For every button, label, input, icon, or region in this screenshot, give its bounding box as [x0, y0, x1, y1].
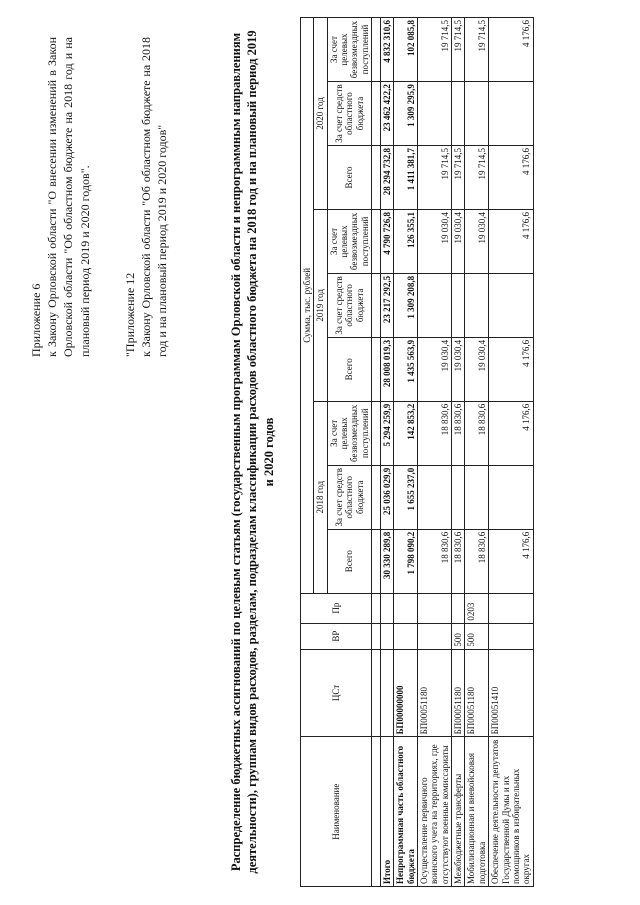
- row-value-cell: 19 714,5: [418, 146, 452, 210]
- header-2020-total: Всего: [327, 146, 371, 210]
- row-pr-cell: [418, 593, 452, 623]
- table-row: [489, 18, 533, 887]
- row-value-cell: 142 853,2: [394, 401, 418, 465]
- row-name-cell: Мобилизационная и вневойсковая подготовка: [465, 737, 489, 887]
- annex-12-block: [122, 37, 171, 357]
- header-2018-gratuitous: За счет целевых безвозмездных поступлений: [327, 401, 371, 465]
- annex-12-title: "Приложение 12: [123, 272, 137, 357]
- row-value-cell: [489, 273, 533, 337]
- header-year-2020: 2020 год: [314, 18, 327, 210]
- row-value-cell: 5 294 259,9: [381, 401, 394, 465]
- row-pr-cell: 0203: [465, 593, 489, 623]
- row-cst-cell: БП00051180: [418, 649, 452, 737]
- table-row: [452, 18, 465, 887]
- table-row: [381, 18, 394, 887]
- row-value-cell: 1 411 381,7: [394, 146, 418, 210]
- row-value-cell: 18 830,6: [418, 529, 452, 593]
- table-row: [418, 18, 452, 887]
- row-value-cell: 18 830,6: [452, 401, 465, 465]
- header-sum-caption: Сумма, тыс. рублей: [301, 18, 314, 594]
- document-title: Распределение бюджетных ассигнований по целевым статьям (государственным программам Орловской области и непрограммным направлениям деятельности), группам видов расходов, разделам, подразделам классификации расходов областного бюджета на 2018 год и на плановый период 2019 и 2020 годов: [229, 30, 276, 874]
- row-vr-cell: [381, 623, 394, 649]
- row-value-cell: 4 176,6: [489, 209, 533, 273]
- header-spacer-row: [372, 18, 381, 887]
- header-2019-gratuitous: За счет целевых безвозмездных поступлений: [327, 209, 371, 273]
- row-value-cell: 4 176,6: [489, 146, 533, 210]
- header-2018-regional: За счет средств областного бюджета: [327, 465, 371, 529]
- row-value-cell: [465, 273, 489, 337]
- row-value-cell: [452, 465, 465, 529]
- row-name-cell: Итого: [381, 737, 394, 887]
- row-value-cell: 126 355,1: [394, 209, 418, 273]
- row-name-cell: Межбюджетные трансферты: [452, 737, 465, 887]
- header-2019-regional: За счет средств областного бюджета: [327, 273, 371, 337]
- row-pr-cell: [394, 593, 418, 623]
- row-value-cell: 19 030,4: [452, 337, 465, 401]
- row-value-cell: [452, 82, 465, 146]
- row-value-cell: 1 798 090,2: [394, 529, 418, 593]
- row-value-cell: 30 330 289,8: [381, 529, 394, 593]
- row-pr-cell: [489, 593, 533, 623]
- row-value-cell: 1 309 295,9: [394, 82, 418, 146]
- row-value-cell: 18 830,6: [452, 529, 465, 593]
- row-value-cell: 19 714,5: [465, 18, 489, 82]
- row-cst-cell: [381, 649, 394, 737]
- row-value-cell: [418, 273, 452, 337]
- header-vr: ВР: [301, 623, 372, 649]
- annex-12-text: к Закону Орловской области "Об областном бюджете на 2018 год и на плановый период 2019 и 2020 годов": [139, 37, 170, 357]
- row-value-cell: 25 036 029,9: [381, 465, 394, 529]
- row-value-cell: 19 030,4: [465, 209, 489, 273]
- row-name-cell: Обеспечение деятельности депутатов Государственной Думы и их помощников в избирательных округах: [489, 737, 533, 887]
- row-name-cell: Непрограммная часть областного бюджета: [394, 737, 418, 887]
- table-body: [381, 18, 533, 887]
- row-pr-cell: [381, 593, 394, 623]
- header-year-2019: 2019 год: [314, 209, 327, 401]
- row-cst-cell: БП00000000: [394, 649, 418, 737]
- row-name-cell: Осуществление первичного воинского учета на территориях, где отсутствуют военные комиссариаты: [418, 737, 452, 887]
- row-value-cell: 19 030,4: [465, 337, 489, 401]
- row-value-cell: [418, 465, 452, 529]
- row-value-cell: 28 008 019,3: [381, 337, 394, 401]
- row-pr-cell: [452, 593, 465, 623]
- row-cst-cell: БП00051180: [452, 649, 465, 737]
- header-cst: ЦСт: [301, 649, 372, 737]
- budget-table: [300, 17, 534, 887]
- annex-6-block: [28, 37, 93, 357]
- row-value-cell: 4 832 310,6: [381, 18, 394, 82]
- row-value-cell: [418, 82, 452, 146]
- row-vr-cell: [489, 623, 533, 649]
- header-2018-total: Всего: [327, 529, 371, 593]
- table-row: [465, 18, 489, 887]
- row-value-cell: 1 309 208,8: [394, 273, 418, 337]
- row-value-cell: 19 714,5: [452, 18, 465, 82]
- header-name: Наименование: [301, 737, 372, 887]
- row-vr-cell: [394, 623, 418, 649]
- row-value-cell: 19 030,4: [418, 209, 452, 273]
- row-value-cell: 28 294 732,8: [381, 146, 394, 210]
- row-value-cell: 102 085,8: [394, 18, 418, 82]
- header-year-2018: 2018 год: [314, 401, 327, 593]
- row-value-cell: [452, 273, 465, 337]
- row-value-cell: 18 830,6: [418, 401, 452, 465]
- row-value-cell: 23 217 292,5: [381, 273, 394, 337]
- row-value-cell: [465, 465, 489, 529]
- rotated-document-page: [20, 7, 620, 897]
- row-value-cell: 4 176,6: [489, 18, 533, 82]
- row-value-cell: [465, 82, 489, 146]
- row-value-cell: 19 714,5: [465, 146, 489, 210]
- row-value-cell: 4 176,6: [489, 529, 533, 593]
- row-value-cell: 1 435 563,9: [394, 337, 418, 401]
- row-cst-cell: БП00051410: [489, 649, 533, 737]
- row-value-cell: 1 655 237,0: [394, 465, 418, 529]
- row-value-cell: 4 790 726,8: [381, 209, 394, 273]
- row-value-cell: 19 030,4: [452, 209, 465, 273]
- row-value-cell: 19 714,5: [452, 146, 465, 210]
- row-value-cell: 23 462 422,2: [381, 82, 394, 146]
- row-value-cell: 4 176,6: [489, 337, 533, 401]
- table-row: [394, 18, 418, 887]
- row-value-cell: 18 830,6: [465, 401, 489, 465]
- row-vr-cell: 500: [465, 623, 489, 649]
- row-value-cell: 4 176,6: [489, 401, 533, 465]
- row-value-cell: [489, 465, 533, 529]
- row-vr-cell: 500: [452, 623, 465, 649]
- header-2020-regional: За счет средств областного бюджета: [327, 82, 371, 146]
- row-value-cell: [489, 82, 533, 146]
- annex-6-title: Приложение 6: [29, 283, 43, 357]
- row-vr-cell: [418, 623, 452, 649]
- annex-6-text: к Закону Орловской области "О внесении изменений в Закон Орловской области "Об областном бюджете на 2018 год и на плановый период 2019 и 2020 годов".: [45, 37, 92, 357]
- row-value-cell: 19 030,4: [418, 337, 452, 401]
- row-value-cell: 19 714,5: [418, 18, 452, 82]
- header-2019-total: Всего: [327, 337, 371, 401]
- header-pr: Пр: [301, 593, 372, 623]
- row-cst-cell: БП00051180: [465, 649, 489, 737]
- header-2020-gratuitous: За счет целевых безвозмездных поступлений: [327, 18, 371, 82]
- row-value-cell: 18 830,6: [465, 529, 489, 593]
